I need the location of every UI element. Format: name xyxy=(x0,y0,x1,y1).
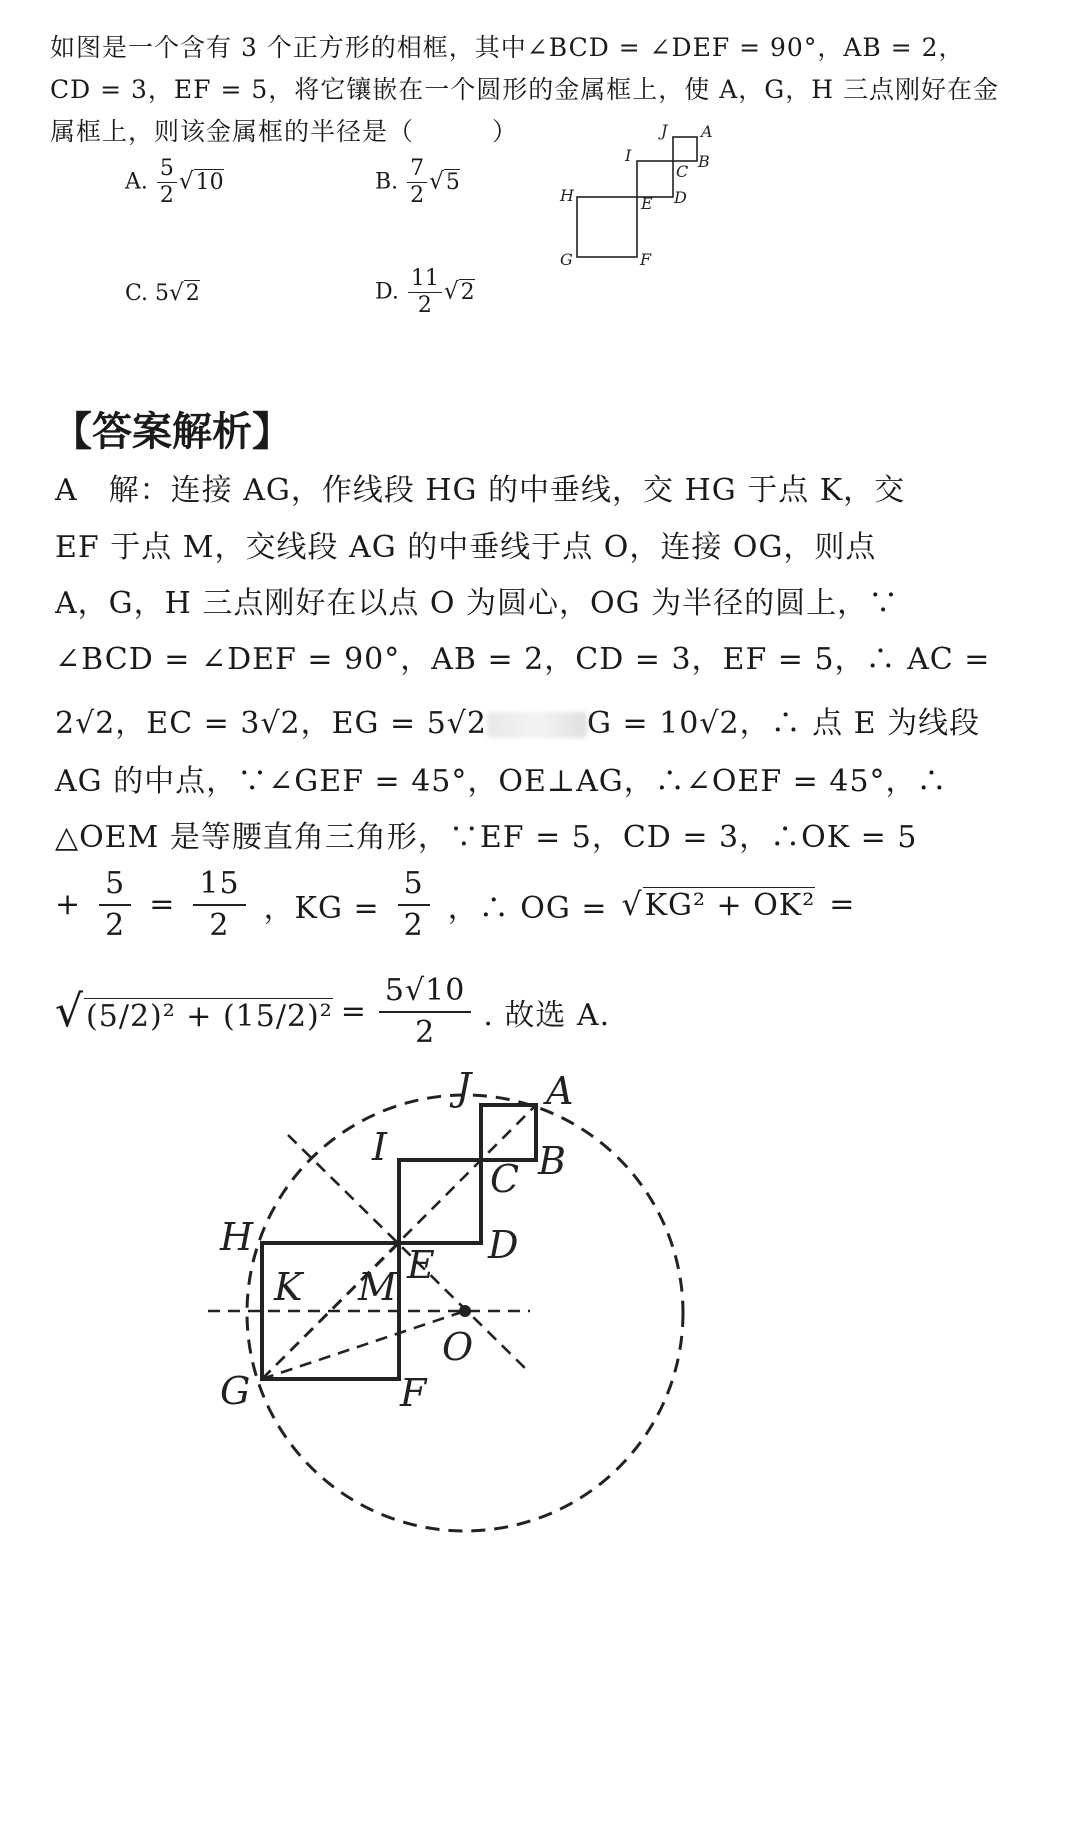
question-line-1: 如图是一个含有 3 个正方形的相框，其中∠BCD = ∠DEF = 90°，AB = 2， xyxy=(50,33,965,62)
option-b-fraction xyxy=(407,158,427,207)
fraction-num: 5 xyxy=(398,868,430,906)
fraction-den: 2 xyxy=(415,1014,436,1050)
option-b-label: B. xyxy=(375,169,399,195)
kg-text: ，KG = xyxy=(263,890,380,926)
answer-line-5-part-a: 2√2，EC = 3√2，EG = 5√2 xyxy=(55,706,488,741)
solution-diagram xyxy=(200,1070,900,1800)
answer-line-5 xyxy=(55,698,980,742)
big-sqrt: √(5/2)² + (15/2)² xyxy=(55,986,333,1037)
square-medium xyxy=(637,161,673,197)
label-b: B xyxy=(538,1139,566,1183)
option-c: C. 5√2 xyxy=(125,280,200,306)
label-c: C xyxy=(490,1157,520,1201)
label-g: G xyxy=(220,1369,251,1413)
label-e: E xyxy=(407,1243,435,1287)
option-c-label: C. xyxy=(125,281,149,306)
option-d: D. $\frac{11}{2}$ √2 xyxy=(375,266,475,318)
option-a-den: 2 xyxy=(159,183,174,208)
square-large xyxy=(577,197,637,257)
label-m: M xyxy=(358,1265,397,1309)
label-i: I xyxy=(372,1125,388,1169)
result-fraction xyxy=(379,975,471,1048)
question-line-2: CD = 3，EF = 5，将它镶嵌在一个圆形的金属框上，使 A，G，H 三点刚好在金 xyxy=(50,75,999,104)
segment-og xyxy=(262,1311,465,1379)
sqrt-radicand: KG² + OK² xyxy=(644,887,816,923)
answer-line-8 xyxy=(55,868,855,941)
fig-label-a: A xyxy=(701,122,713,141)
option-b-radicand: 5 xyxy=(445,169,460,195)
equals-sign: = xyxy=(829,887,856,922)
fraction-num: 5√10 xyxy=(379,975,471,1013)
answer-line-3: A，G，H 三点刚好在以点 O 为圆心，OG 为半径的圆上，∵ xyxy=(55,586,900,621)
option-d-label: D. xyxy=(375,279,399,305)
fig-label-f: F xyxy=(640,250,652,269)
equals-sign: = xyxy=(149,887,176,922)
answer-line-6: AG 的中点，∵∠GEF = 45°，OE⊥AG，∴∠OEF = 45°，∴ xyxy=(55,764,948,799)
sqrt-expression: √KG² + OK² xyxy=(621,886,816,923)
answer-heading: 【答案解析】 xyxy=(52,409,292,455)
fraction-5-2 xyxy=(99,868,131,941)
fig-label-e: E xyxy=(641,194,653,213)
answer-line-5-part-b: G = 10√2，∴ 点 E 为线段 xyxy=(587,706,981,741)
big-sqrt-radicand: (5/2)² + (15/2)² xyxy=(86,999,333,1034)
fig-label-d: D xyxy=(674,188,687,207)
option-c-radicand: 2 xyxy=(185,281,200,306)
square-small xyxy=(673,137,697,161)
label-a: A xyxy=(546,1070,574,1113)
fig-label-b: B xyxy=(698,152,710,171)
answer-line-2: EF 于点 M，交线段 AG 的中垂线于点 O，连接 OG，则点 xyxy=(55,530,877,565)
fraction-kg xyxy=(398,868,430,941)
fraction-num: 15 xyxy=(193,868,245,906)
answer-line-7: △OEM 是等腰直角三角形，∵EF = 5，CD = 3，∴OK = 5 xyxy=(55,820,918,855)
option-b: B. $\frac{7}{2}$ √5 xyxy=(375,156,460,208)
option-a: A. $\frac{5}{2}$ √10 xyxy=(125,156,224,208)
plus-sign: + xyxy=(55,887,82,922)
option-b-num: 7 xyxy=(407,158,427,183)
label-h: H xyxy=(220,1215,254,1259)
fig-label-i: I xyxy=(625,146,632,165)
fraction-den: 2 xyxy=(403,907,424,943)
og-text: ，∴ OG = xyxy=(447,890,608,926)
option-a-label: A. xyxy=(125,169,148,195)
option-d-num: 11 xyxy=(408,268,442,293)
option-d-den: 2 xyxy=(417,293,432,318)
label-o: O xyxy=(442,1325,474,1369)
fraction-den: 2 xyxy=(209,907,230,943)
blurred-region xyxy=(487,712,587,738)
fig-label-g: G xyxy=(560,250,573,269)
option-c-coef: 5 xyxy=(155,281,170,306)
equals-sign: = xyxy=(340,994,367,1029)
option-a-num: 5 xyxy=(157,158,177,183)
answer-line-4: ∠BCD = ∠DEF = 90°，AB = 2，CD = 3，EF = 5，∴ AC = xyxy=(55,642,991,677)
label-d: D xyxy=(488,1223,519,1267)
option-d-radicand: 2 xyxy=(460,279,475,305)
option-a-radicand: 10 xyxy=(195,169,224,195)
label-j: J xyxy=(456,1070,472,1109)
fig-label-h: H xyxy=(560,186,574,205)
label-f: F xyxy=(400,1371,427,1415)
fig-label-j: J xyxy=(661,121,668,140)
option-d-fraction xyxy=(408,268,442,317)
question-line-3: 属框上，则该金属框的半径是（ ） xyxy=(50,117,519,146)
center-point-o xyxy=(459,1305,471,1317)
question-figure xyxy=(540,115,740,275)
option-b-den: 2 xyxy=(410,183,425,208)
fraction-15-2 xyxy=(193,868,245,941)
option-a-fraction xyxy=(157,158,177,207)
answer-line-1: A 解：连接 AG，作线段 HG 的中垂线，交 HG 于点 K，交 xyxy=(55,473,906,508)
fraction-den: 2 xyxy=(105,907,126,943)
answer-line-9 xyxy=(55,975,610,1048)
fig-label-c: C xyxy=(676,162,689,181)
conclusion-text: . 故选 A. xyxy=(483,997,611,1033)
fraction-num: 5 xyxy=(99,868,131,906)
label-k: K xyxy=(274,1265,303,1309)
